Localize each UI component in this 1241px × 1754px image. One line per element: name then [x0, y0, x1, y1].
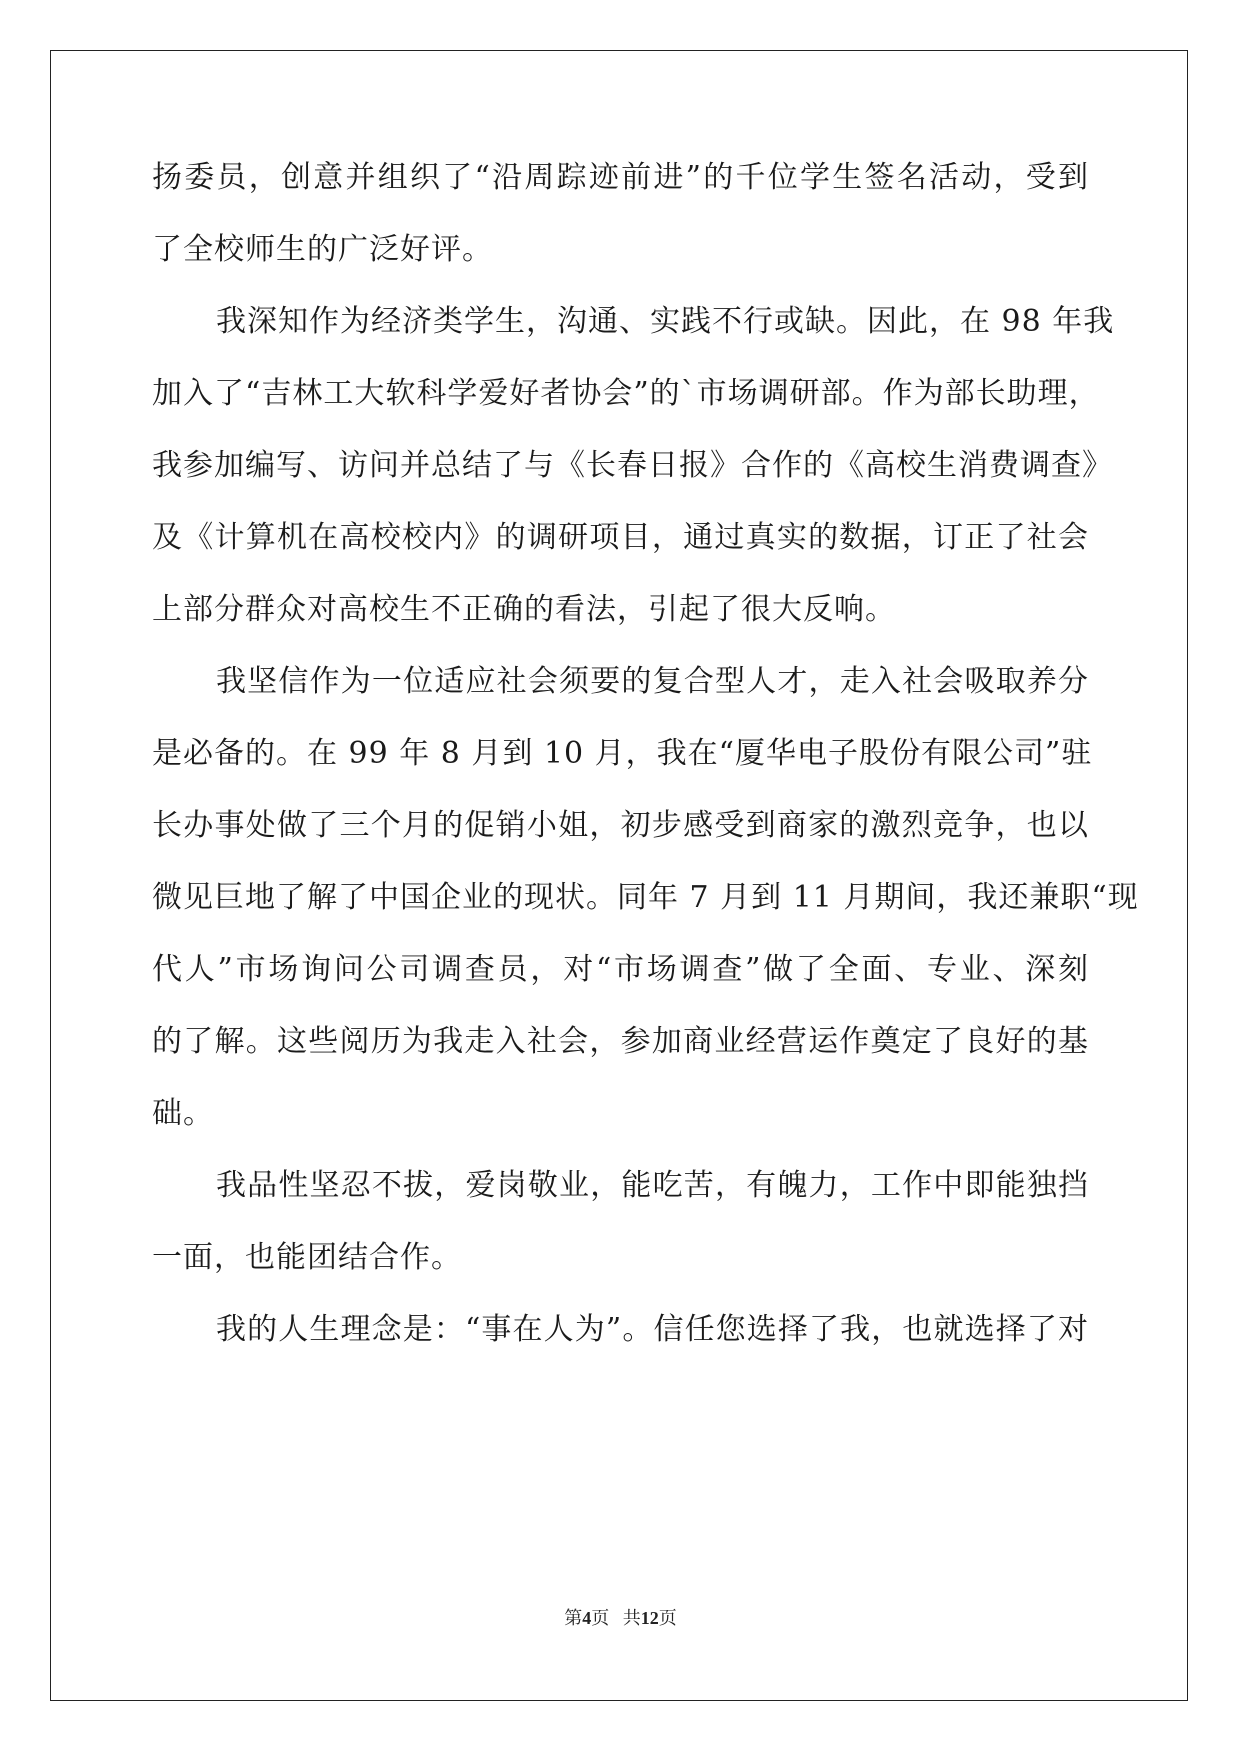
text-line: 础。	[152, 1096, 214, 1131]
page-suffix: 页	[591, 1608, 610, 1628]
text-line: 我品性坚忍不拔，爱岗敬业，能吃苦，有魄力，工作中即能独挡	[216, 1168, 1089, 1203]
text-line: 的了解。这些阅历为我走入社会，参加商业经营运作奠定了良好的基	[152, 1024, 1089, 1059]
text-line: 扬委员，创意并组织了“沿周踪迹前进”的千位学生签名活动，受到	[152, 160, 1089, 195]
text-line: 我的人生理念是：“事在人为”。信任您选择了我，也就选择了对	[216, 1312, 1089, 1347]
page-border	[50, 50, 1188, 1701]
text-line: 及《计算机在高校校内》的调研项目，通过真实的数据，订正了社会	[152, 520, 1089, 555]
text-line: 我坚信作为一位适应社会须要的复合型人才，走入社会吸取养分	[216, 664, 1089, 699]
text-line: 一面，也能团结合作。	[152, 1240, 462, 1275]
text-line: 我深知作为经济类学生，沟通、实践不行或缺。因此，在 98 年我	[216, 304, 1115, 339]
text-line: 上部分群众对高校生不正确的看法，引起了很大反响。	[152, 592, 896, 627]
page-number: 4	[582, 1608, 592, 1628]
total-prefix: 共	[622, 1608, 641, 1628]
text-line: 微见巨地了解了中国企业的现状。同年 7 月到 11 月期间，我还兼职“现	[152, 880, 1139, 915]
text-line: 我参加编写、访问并总结了与《长春日报》合作的《高校生消费调查》	[152, 448, 1113, 483]
text-line: 加入了“吉林工大软科学爱好者协会”的`市场调研部。作为部长助理，	[152, 376, 1100, 411]
text-line: 长办事处做了三个月的促销小姐，初步感受到商家的激烈竞争，也以	[152, 808, 1089, 843]
text-line: 是必备的。在 99 年 8 月到 10 月，我在“厦华电子股份有限公司”驻	[152, 736, 1093, 771]
page-footer	[0, 1606, 1241, 1630]
total-pages: 12	[640, 1608, 659, 1628]
text-line: 了全校师生的广泛好评。	[152, 232, 493, 267]
total-suffix: 页	[658, 1608, 677, 1628]
page-prefix: 第	[564, 1608, 583, 1628]
text-line: 代人”市场询问公司调查员，对“市场调查”做了全面、专业、深刻	[152, 952, 1089, 987]
